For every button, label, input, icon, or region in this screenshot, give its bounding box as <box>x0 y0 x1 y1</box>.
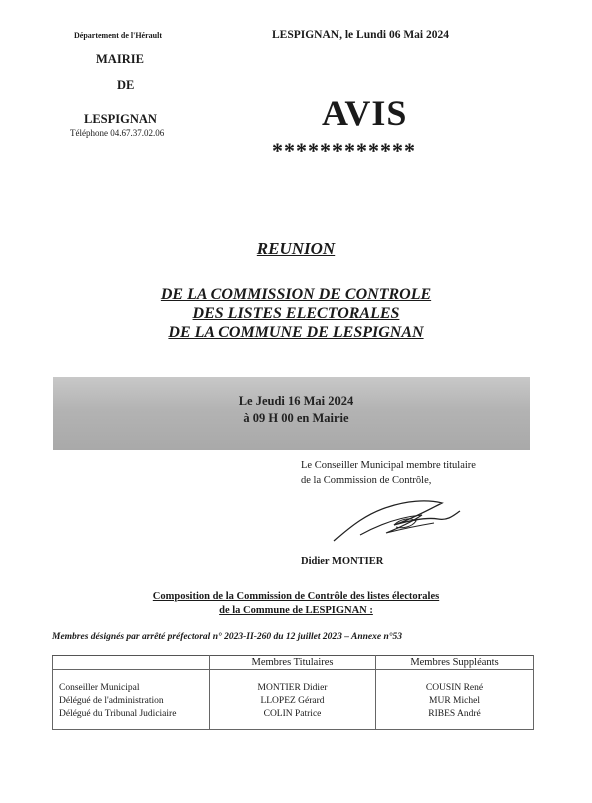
members-note: Membres désignés par arrêté préfectoral n° 2023-II-260 du 12 juillet 2023 – Annexe n°53 <box>52 632 403 642</box>
meeting-date-block <box>0 393 592 427</box>
signatory-name: Didier MONTIER <box>301 556 384 567</box>
table-body-row <box>53 670 534 730</box>
meeting-heading: REUNION <box>256 239 336 258</box>
header-cell-titulaires: Membres Titulaires <box>210 656 376 670</box>
commune-name: LESPIGNAN <box>84 112 157 126</box>
department-label: Département de l'Hérault <box>74 31 162 40</box>
meeting-date: Le Jeudi 16 Mai 2024 <box>238 394 354 408</box>
notice-title: AVIS <box>322 93 408 133</box>
role-label: Délégué de l'administration <box>59 696 164 706</box>
meeting-subject <box>0 285 592 342</box>
signatory-intro-line: Le Conseiller Municipal membre titulaire <box>301 460 476 471</box>
header-cell-role <box>53 656 210 670</box>
suppleant-name: COUSIN René <box>425 683 484 693</box>
telephone: Téléphone 04.67.37.02.06 <box>70 128 165 138</box>
notice-stars: ************ <box>272 138 416 163</box>
table-header-row <box>53 656 534 670</box>
subject-line: DE LA COMMISSION DE CONTROLE <box>160 286 432 303</box>
subject-line: DES LISTES ELECTORALES <box>192 305 400 322</box>
signatory-intro <box>301 458 476 488</box>
members-table <box>52 655 534 730</box>
roles-cell <box>53 670 210 730</box>
composition-title-line: Composition de la Commission de Contrôle des listes électorales <box>152 591 440 602</box>
titulaires-cell <box>210 670 376 730</box>
suppleant-name: RIBES André <box>428 709 481 719</box>
titulaire-name: LLOPEZ Gérard <box>260 696 325 706</box>
suppleant-name: MUR Michel <box>429 696 480 706</box>
mairie-label: MAIRIE <box>96 52 144 66</box>
subject-line: DE LA COMMUNE DE LESPIGNAN <box>168 324 424 341</box>
titulaire-name: COLIN Patrice <box>263 709 322 719</box>
de-label: DE <box>117 78 135 92</box>
suppleants-cell <box>376 670 534 730</box>
role-label: Conseiller Municipal <box>59 683 140 693</box>
header-cell-suppleants: Membres Suppléants <box>376 656 534 670</box>
composition-title-line: de la Commune de LESPIGNAN : <box>219 605 373 616</box>
titulaire-name: MONTIER Didier <box>257 683 328 693</box>
handwritten-signature <box>330 495 465 545</box>
date-line: LESPIGNAN, le Lundi 06 Mai 2024 <box>272 29 449 41</box>
composition-title <box>0 590 592 618</box>
meeting-time-place: à 09 H 00 en Mairie <box>243 411 349 425</box>
role-label: Délégué du Tribunal Judiciaire <box>59 709 177 719</box>
signatory-intro-line: de la Commission de Contrôle, <box>301 475 432 486</box>
